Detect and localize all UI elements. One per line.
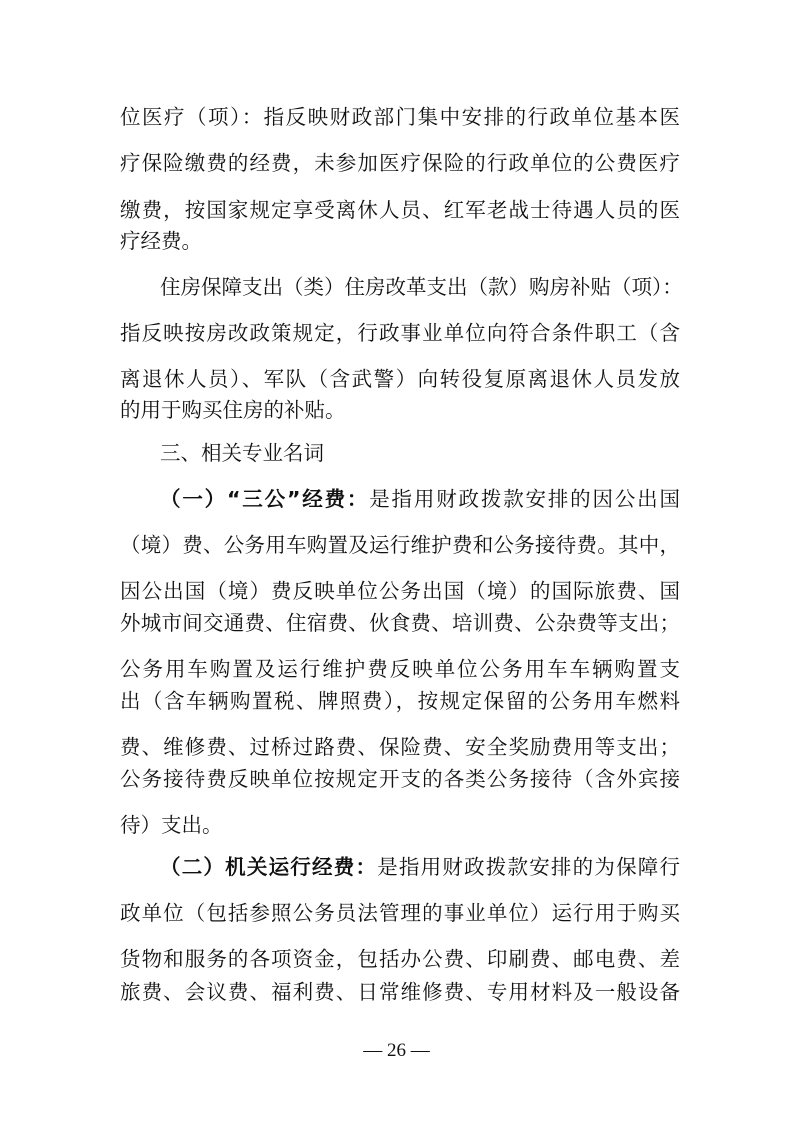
term-definition-start: 是指用财政拨款安排的因公出国 <box>369 487 680 511</box>
term-title: （一）“三公”经费： <box>160 487 370 511</box>
paragraph-line: 公务用车购置及运行维护费反映单位公务用车车辆购置支 <box>120 657 680 681</box>
paragraph-line: 住房保障支出（类）住房改革支出（款）购房补贴（项）： <box>160 275 683 299</box>
term-definition-start: 是指用财政拨款安排的为保障行 <box>377 855 681 879</box>
paragraph-line: 指反映按房改政策规定，行政事业单位向符合条件职工（含 <box>120 321 680 345</box>
term-first-line <box>160 852 680 882</box>
paragraph-line: 的用于购买住房的补贴。 <box>120 398 346 422</box>
paragraph-line: 位医疗（项）：指反映财政部门集中安排的行政单位基本医 <box>120 105 680 129</box>
section-heading: 三、相关专业名词 <box>160 441 324 465</box>
paragraph-line: 离退休人员）、军队（含武警）向转役复原离退休人员发放 <box>120 367 680 391</box>
paragraph-line: 疗经费。 <box>120 229 202 253</box>
paragraph-line: 货物和服务的各项资金，包括办公费、印刷费、邮电费、差 <box>120 947 680 971</box>
paragraph-line: 疗保险缴费的经费，未参加医疗保险的行政单位的公费医疗 <box>120 151 680 175</box>
paragraph-line: 待）支出。 <box>120 813 223 837</box>
paragraph-line: 旅费、会议费、福利费、日常维修费、专用材料及一般设备 <box>120 980 680 1004</box>
paragraph-line: 外城市间交通费、住宿费、伙食费、培训费、公杂费等支出； <box>120 611 680 635</box>
page-number: — 26 — <box>363 1040 430 1061</box>
term-first-line <box>160 484 680 514</box>
paragraph-line: 费、维修费、过桥过路费、保险费、安全奖励费用等支出； <box>120 735 680 759</box>
paragraph-line: 出（含车辆购置税、牌照费），按规定保留的公务用车燃料 <box>120 689 680 713</box>
paragraph-line: 政单位（包括参照公务员法管理的事业单位）运行用于购买 <box>120 901 680 925</box>
paragraph-line: 缴费，按国家规定享受离休人员、红军老战士待遇人员的医 <box>120 198 680 222</box>
paragraph-line: 因公出国（境）费反映单位公务出国（境）的国际旅费、国 <box>120 579 680 603</box>
paragraph-line: （境）费、公务用车购置及运行维护费和公务接待费。其中， <box>120 533 680 557</box>
term-title: （二）机关运行经费： <box>160 855 378 879</box>
paragraph-line: 公务接待费反映单位按规定开支的各类公务接待（含外宾接 <box>120 767 680 791</box>
